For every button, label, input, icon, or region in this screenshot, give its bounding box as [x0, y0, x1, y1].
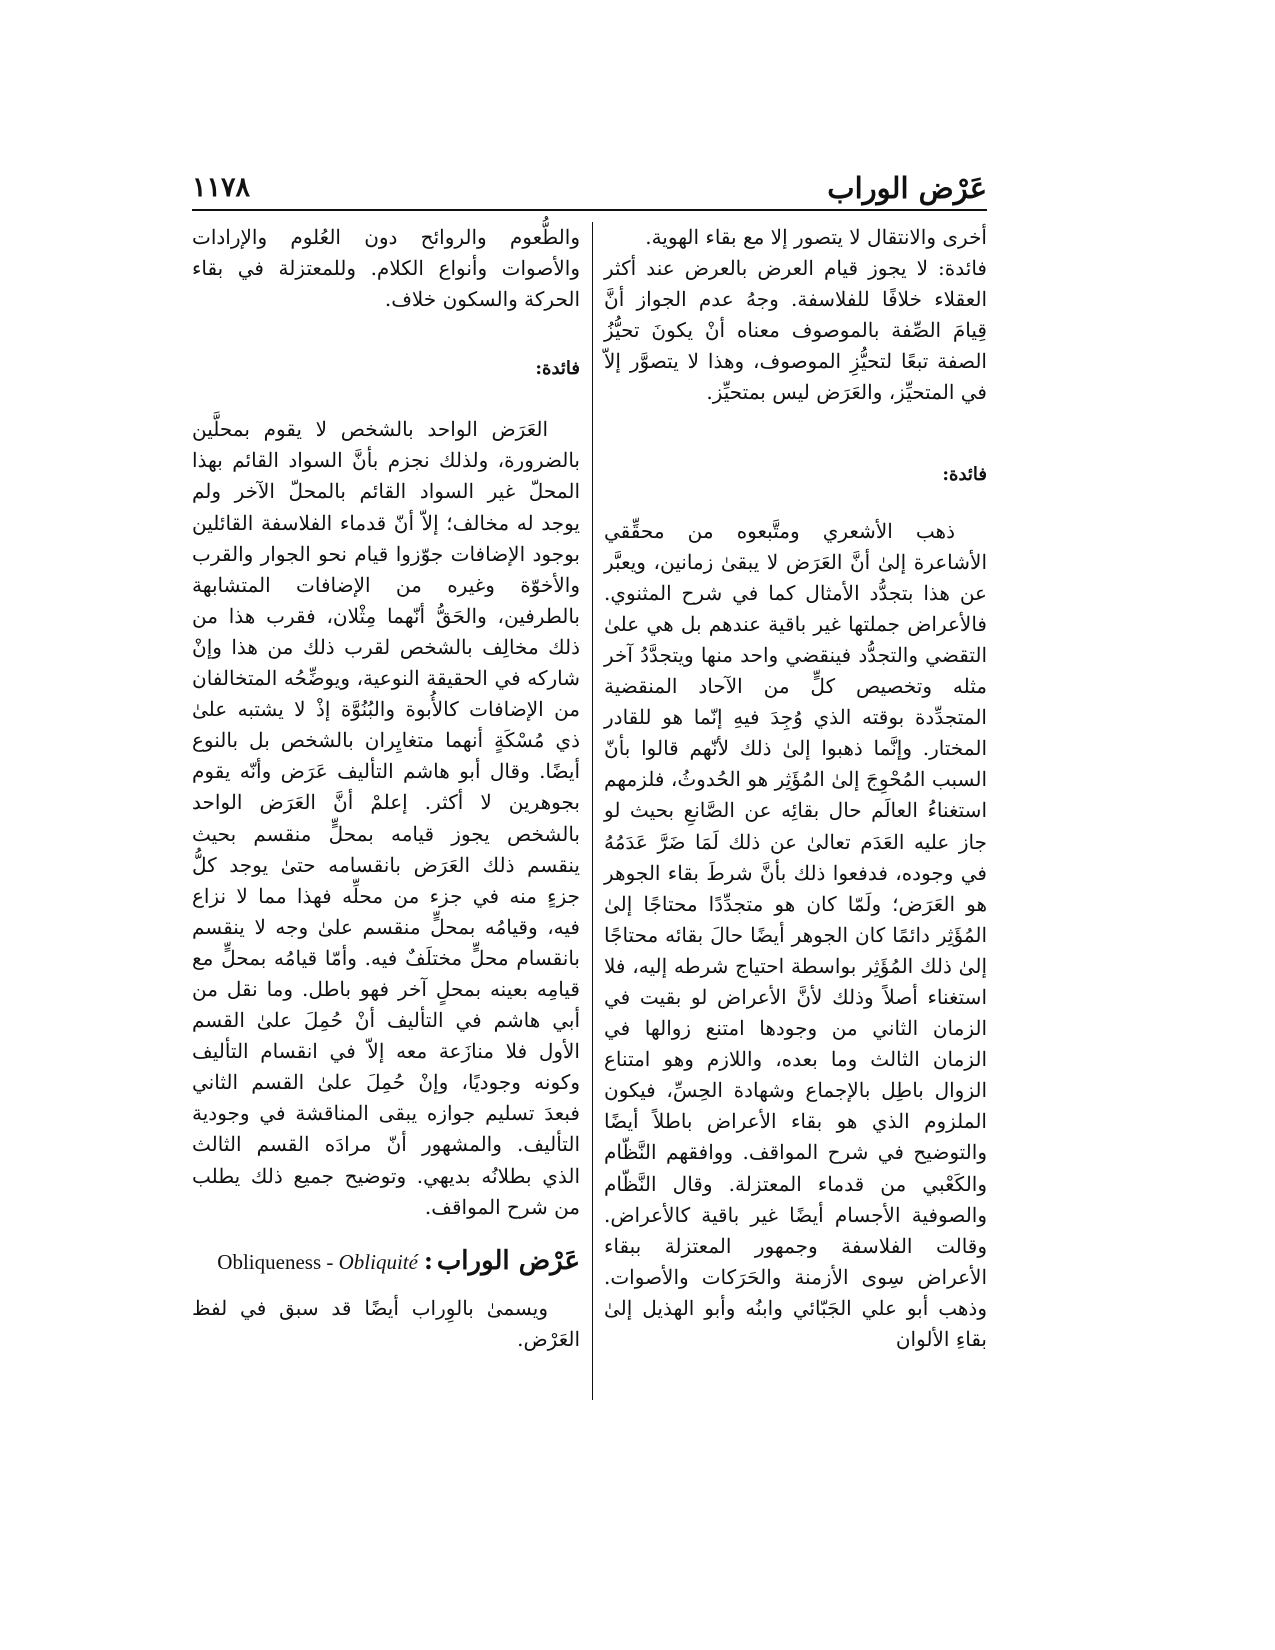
paragraph: العَرَض الواحد بالشخص لا يقوم بمحلَّين بالضرورة، ولذلك نجزم بأنَّ السواد القائم بهذا المحلّ غير السواد القائم بالمحلّ الآخر ولم يوجد له مخالف؛ إلاّ أنّ قدماء الفلاسفة القائلين بوجود الإضافات جوّزوا قيام نحو الجوار والقرب والأخوّة وغيره من الإضافات المتشابهة بالطرفين، والحَقُّ أنّهما مِثْلان، فقرب هذا من ذلك مخالِف بالشخص لقرب ذلك من هذا وإنْ شاركه في الحقيقة النوعية، ويوضِّحُه المتخالفان من الإضافات كالأُبوة والبُنُوَّة إذْ لا يشتبه علىٰ ذي مُسْكَةٍ أنهما متغايِران بالشخص بل بالنوع أيضًا. وقال أبو هاشم التأليف عَرَض وأنّه يقوم بجوهرين لا أكثر. إعلمْ أنَّ العَرَض الواحد بالشخص يجوز قيامه بمحلٍّ منقسم بحيث ينقسم ذلك العَرَض بانقسامه حتىٰ يوجد كلُّ جزءٍ منه في جزء من محلِّه فهذا مما لا نزاع فيه، وقيامُه بمحلٍّ منقسم علىٰ وجه لا ينقسم بانقسام محلٍّ مختلَفٌ فيه. وأمّا قيامُه بمحلٍّ مع قيامِه بعينه بمحلٍ آخر فهو باطل. وما نقل من أبي هاشم في التأليف أنْ حُمِلَ علىٰ القسم الأول فلا منازَعة معه إلاّ في انقسام التأليف وكونه وجوديًا، وإنْ حُمِلَ علىٰ القسم الثاني فبعدَ تسليم جوازه يبقى المناقشة في وجودية التأليف. والمشهور أنّ مرادَه القسم الثالث الذي بطلانُه بديهي. وتوضيح جميع ذلك يطلب من شرح المواقف. [192, 417, 580, 1219]
section-heading: فائدة: [942, 463, 987, 485]
spacer [604, 490, 987, 516]
page-header [192, 168, 987, 212]
entry-colon: : [423, 1245, 433, 1275]
entry-translation [217, 1250, 418, 1274]
header-rule [192, 209, 987, 211]
entry-heading [192, 1239, 580, 1283]
entry-english: Obliqueness - [217, 1249, 339, 1274]
paragraph: والطُّعوم والروائح دون العُلوم والإرادات والأصوات وأنواع الكلام. وللمعتزلة في بقاء الحركة والسكون خلاف. [192, 225, 580, 312]
paragraph: ويسمىٰ بالوِراب أيضًا قد سبق في لفظ العَرْض. [192, 1295, 580, 1351]
spacer [604, 409, 987, 459]
spacer [192, 315, 580, 353]
right-column [604, 222, 987, 1355]
spacer [192, 384, 580, 414]
entry-term: عَرْض الوراب [436, 1245, 580, 1276]
entry-french: Obliquité [338, 1249, 418, 1274]
section-heading: فائدة: [535, 358, 580, 380]
paragraph: أخرى والانتقال لا يتصور إلا مع بقاء الهوية. [645, 225, 987, 249]
column-divider [592, 222, 593, 1400]
spacer [192, 1223, 580, 1239]
running-head: عَرْض الوراب [827, 171, 987, 205]
paragraph: ذهب الأشعري ومتَّبعوه من محقِّقي الأشاعرة إلىٰ أنَّ العَرَض لا يبقىٰ زمانين، ويعبَّر عن هذا بتجدُّد الأمثال كما في شرح المثنوي. فالأعراض جملتها غير باقية عندهم بل هي علىٰ التقضي والتجدُّد فينقضي واحد منها ويتجدَّدُ آخر مثله وتخصيص كلٍّ من الآحاد المنقضية المتجدِّدة بوقته الذي وُجِدَ فيهِ إنّما هو للقادر المختار. وإنَّما ذهبوا إلىٰ ذلك لأنّهم قالوا بأنّ السبب المُحْوِجَ إلىٰ المُؤَثِر هو الحُدوثُ، فلزمهم استغناءُ العالَم حال بقائِه عن الصَّانعِ بحيث لو جاز عليه العَدَم تعالىٰ عن ذلك لَمَا ضَرَّ عَدَمُهُ في وجوده، فدفعوا ذلك بأنَّ شرطَ بقاء الجوهر هو العَرَض؛ ولَمّا كان هو متجدِّدًا محتاجًا إلىٰ المُؤَثِر دائمًا كان الجوهر أيضًا حالَ بقائه محتاجًا إلىٰ ذلك المُؤَثِر بواسطة احتياج شرطه إليه، فلا استغناء أصلاً وذلك لأنَّ الأعراض لو بقيت في الزمان الثاني من وجودها امتنع زوالها في الزمان الثالث وما بعده، واللازم وهو امتناع الزوال باطِل بالإجماع وشهادة الحِسِّ، فيكون الملزوم الذي هو بقاء الأعراض باطلاً أيضًا والتوضيح في شرح المواقف. ووافقهم النَّظّام والكَعْبي من قدماء المعتزلة. وقال النَّظّام والصوفية الأجسام أيضًا غير باقية كالأعراض. وقالت الفلاسفة وجمهور المعتزلة ببقاء الأعراض سِوى الأزمنة والحَرَكات والأصوات. وذهب أبو علي الجَبّائي وابنُه وأبو الهذيل إلىٰ بقاءِ الألوان [604, 518, 987, 1351]
left-column [192, 222, 580, 1355]
spacer [192, 1283, 580, 1293]
page-number: ١١٧٨ [192, 172, 251, 203]
paragraph: فائدة: لا يجوز قيام العرض بالعرض عند أكثر العقلاء خلافًا للفلاسفة. وجهُ عدم الجواز أنَّ قِيامَ الصِّفة بالموصوف معناه أنْ يكونَ تحيُّزُ الصفة تبعًا لتحيُّزِ الموصوف، وهذا لا يتصوَّر إلاّ في المتحيِّز، والعَرَض ليس بمتحيِّز. [604, 256, 987, 405]
